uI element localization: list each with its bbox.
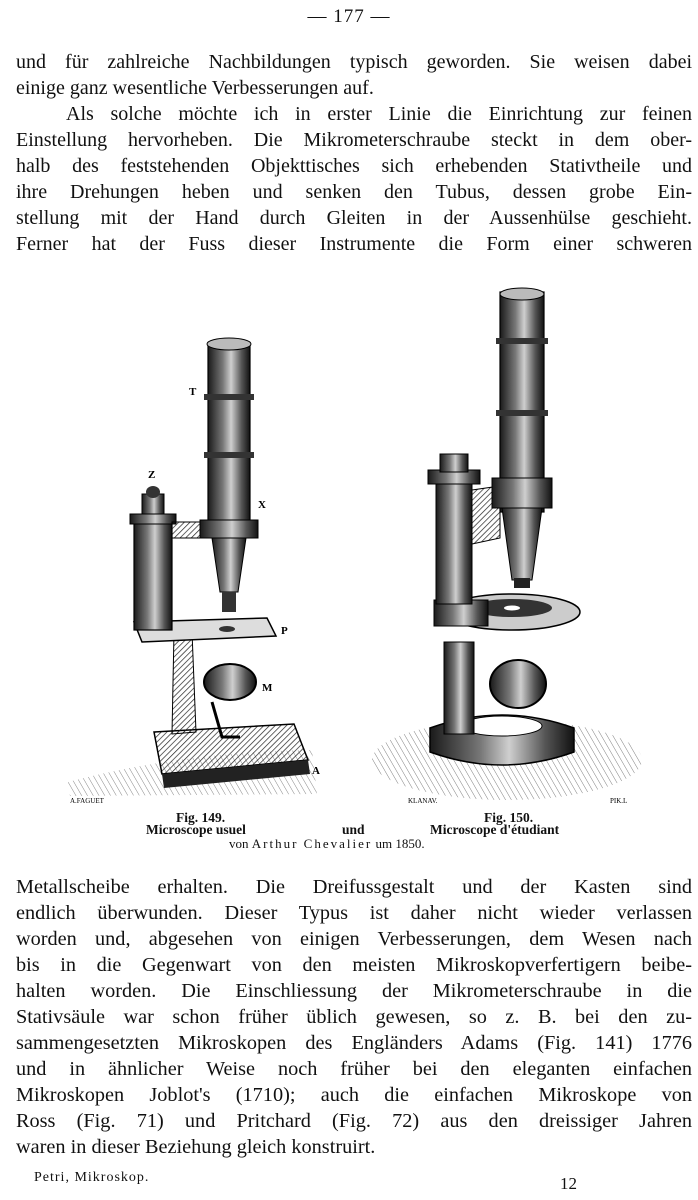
footer-sheet-number: 12 bbox=[560, 1174, 577, 1193]
label-A: A bbox=[312, 765, 320, 777]
figure-credit bbox=[229, 837, 425, 851]
text-line: halb des feststehenden Objekttisches sich erhebenden Stativtheile und bbox=[16, 155, 692, 177]
label-M: M bbox=[262, 682, 273, 694]
footer-signature: Petri, Mikroskop. bbox=[34, 1170, 150, 1185]
top-paragraph bbox=[16, 49, 692, 257]
engraver-signature-left: A.FAGUET bbox=[70, 797, 104, 805]
fig150-number: Fig. 150. bbox=[484, 810, 534, 825]
text-line: Einstellung hervorheben. Die Mikrometerschraube steckt in dem ober- bbox=[16, 129, 692, 151]
microscope-illustration bbox=[62, 282, 642, 812]
text-line: endlich überwunden. Dieser Typus ist daher nicht wieder verlassen bbox=[16, 902, 692, 924]
text-line: Mikroskopen Joblot's (1710); auch die einfachen Mikroskope von bbox=[16, 1084, 692, 1106]
caption-conjunction: und bbox=[342, 822, 365, 837]
engraver-signature-mid: KLANAV. bbox=[408, 797, 438, 805]
text-line: und in ähnlicher Weise noch früher bei den eleganten einfachen bbox=[16, 1058, 692, 1080]
microscope-figures bbox=[62, 282, 642, 812]
engraver-signature-right: PIK.L bbox=[610, 797, 628, 805]
label-T: T bbox=[189, 386, 197, 398]
text-line: bis in die Gegenwart von den meisten Mikroskopverfertigern beibe- bbox=[16, 954, 692, 976]
credit-name: Arthur Chevalier bbox=[251, 836, 373, 851]
text-line: ihre Drehungen heben und senken den Tubus, dessen grobe Ein- bbox=[16, 181, 692, 203]
page-number: — 177 — bbox=[307, 6, 391, 27]
text-line: und für zahlreiche Nachbildungen typisch geworden. Sie weisen dabei bbox=[16, 51, 692, 73]
microscope-usuel-drawing bbox=[68, 338, 317, 796]
text-line: Stativsäule war schon früher üblich gewesen, so z. B. bei den zu- bbox=[16, 1006, 692, 1028]
microscope-etudiant-drawing bbox=[372, 288, 642, 800]
fig149-number: Fig. 149. bbox=[176, 810, 226, 825]
credit-prefix: von bbox=[229, 836, 249, 851]
text-line: einige ganz wesentliche Verbesserungen auf. bbox=[16, 77, 374, 99]
text-line: Als solche möchte ich in erster Linie die Einrichtung zur feinen bbox=[66, 103, 692, 125]
bottom-paragraph bbox=[16, 874, 692, 1160]
text-line: Ferner hat der Fuss dieser Instrumente die Form einer schweren bbox=[16, 233, 692, 255]
text-line: Ross (Fig. 71) und Pritchard (Fig. 72) aus den dreissiger Jahren bbox=[16, 1110, 692, 1132]
fig149-caption: Microscope usuel bbox=[146, 822, 246, 837]
label-X: X bbox=[258, 499, 266, 511]
credit-suffix: um 1850. bbox=[375, 836, 425, 851]
text-line: stellung mit der Hand durch Gleiten in der Aussenhülse geschieht. bbox=[16, 207, 692, 229]
text-line: Metallscheibe erhalten. Die Dreifussgestalt und der Kasten sind bbox=[16, 876, 692, 898]
label-P: P bbox=[281, 625, 288, 637]
label-Z: Z bbox=[148, 469, 156, 481]
fig150-caption: Microscope d'étudiant bbox=[430, 822, 560, 837]
text-line: waren in dieser Beziehung gleich konstruirt. bbox=[16, 1136, 376, 1158]
text-line: sammengesetzten Mikroskopen des Engländers Adams (Fig. 141) 1776 bbox=[16, 1032, 692, 1054]
text-line: halten worden. Die Einschliessung der Mikrometerschraube in die bbox=[16, 980, 692, 1002]
text-line: worden und, abgesehen von einigen Verbesserungen, dem Wesen nach bbox=[16, 928, 692, 950]
